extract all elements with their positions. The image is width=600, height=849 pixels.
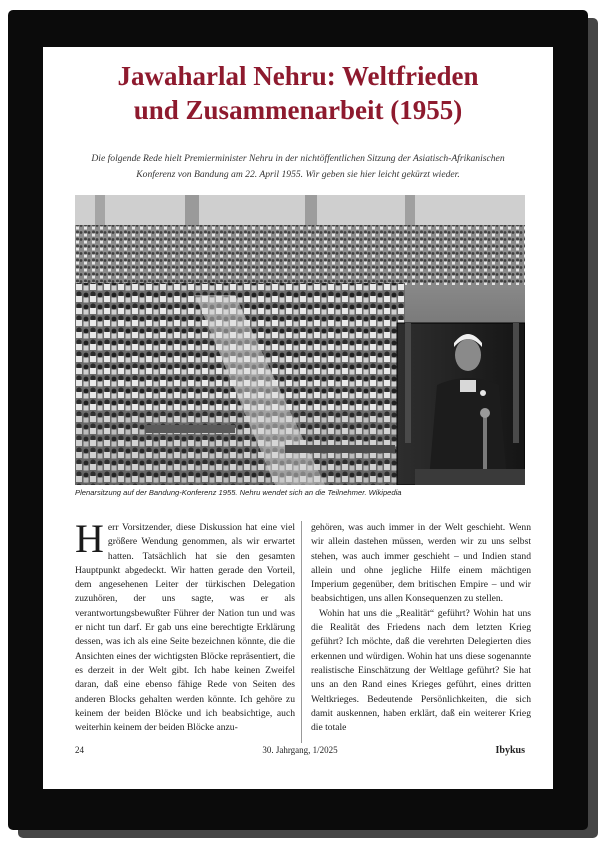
article-paragraph: Wohin hat uns die „Realität“ geführt? Wohin hat uns die Realität des Friedens nach dem letzten Krieg geführt? Ich möchte, daß die verehrten Delegierten dies erkennen und würdigen. Wohin hat uns diese sogenannte realistische Einschätzung der Weltlage geführt? Sie hat uns an den Rand eines Krieges geführt, eines dritten Weltkrieges. Bedeutende Persönlichkeiten, die sich damit auskennen, haben erklärt, daß ein weiterer Krieg die totale — [311, 607, 531, 734]
article-column-1 — [75, 516, 295, 735]
conference-photo-drawing — [75, 195, 525, 485]
article-body — [75, 516, 531, 743]
column-1-text: err Vorsitzender, diese Diskussion hat eine viel größere Wendung genommen, als wir erwartet hatten. Tatsächlich hat sie den gesamten Hauptpunkt abgedeckt. Wir hatten gerade den Vorteil, dem angesehenen Leiter der türkischen Delegation zuzuhören, der uns sagte, was er als verantwortungsbewußter Führer der Nation tun und was er nicht tun darf. Er gab uns eine berechtigte Erklärung dessen, was ich als eine Seite bezeichnen könnte, die die Ansichten eines der wichtigsten Blöcke repräsentiert, die es derzeit in der Welt gibt. Ich habe keinen Zweifel daran, daß eine ebenso fähige Rede von Seiten des anderen Blocks gehalten werden könnte. Ich gehöre zu keinem der beiden Blöcke und ich beabsichtige, auch weiterhin keinem der beiden Blöcke anzu- — [75, 522, 295, 734]
article-column-2 — [311, 521, 531, 735]
article-paragraph — [75, 516, 295, 735]
page-number: 24 — [75, 745, 84, 755]
column-divider — [301, 521, 302, 743]
title-line-2: und Zusammenarbeit (1955) — [133, 95, 463, 125]
issue-label: 30. Jahrgang, 1/2025 — [262, 745, 338, 755]
title-line-1: Jawaharlal Nehru: Weltfrieden — [117, 61, 479, 91]
article-intro: Die folgende Rede hielt Premierminister Nehru in der nichtöffentlichen Sitzung der Asiatisch-Afrikanischen Konferenz von Bandung am 22. April 1955. Wir geben sie hier leicht gekürzt wieder. — [91, 153, 505, 180]
drop-cap: H — [75, 516, 104, 561]
article-paragraph: gehören, was auch immer in der Welt geschieht. Wenn wir allein dastehen müssen, werden wir zu uns selbst stehen, was auch immer geschieht – und Indien stand allein und ohne jegliche Hilfe einem mächtigen Imperium gegenüber, dem britischen Empire – und wir beabsichtigen, uns allen Konsequenzen zu stellen. — [311, 522, 531, 605]
magazine-page — [43, 47, 553, 789]
article-title — [43, 59, 553, 127]
photo-caption: Plenarsitzung auf der Bandung-Konferenz 1955. Nehru wendet sich an die Teilnehmer. Wikipedia — [75, 488, 402, 497]
magazine-name: Ibykus — [495, 745, 525, 756]
conference-photo — [75, 195, 525, 485]
